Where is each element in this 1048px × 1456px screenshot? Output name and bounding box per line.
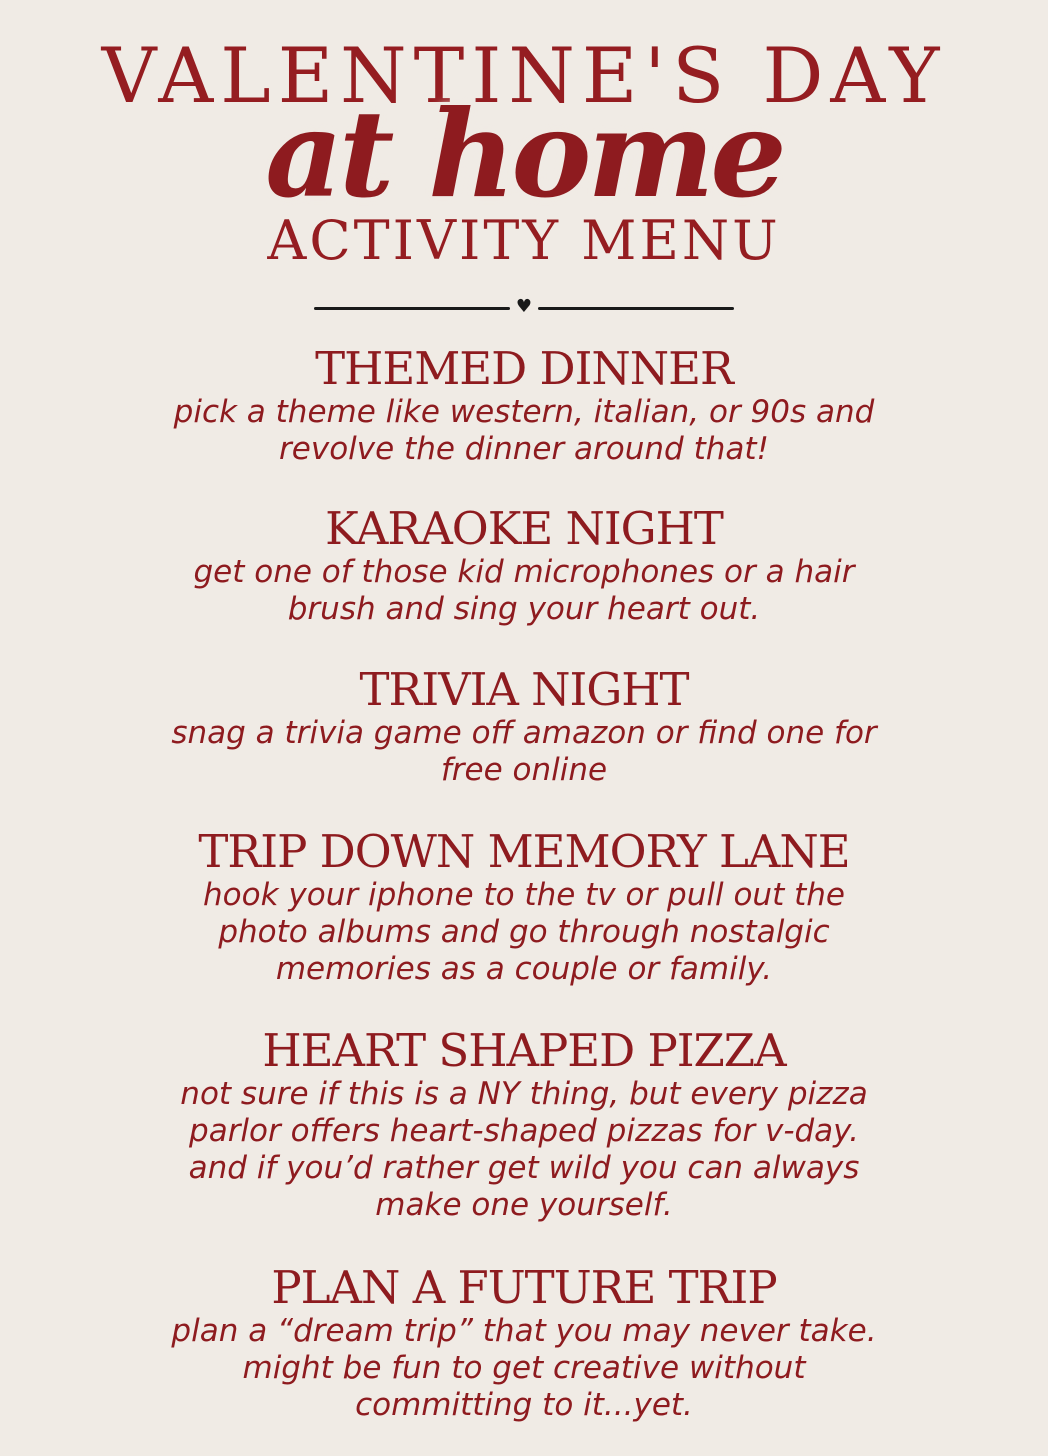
title-at-home: at home [265, 84, 783, 225]
activity-title: PLAN A FUTURE TRIP [271, 1261, 777, 1314]
activity-themed-dinner [100, 342, 948, 468]
activity-description: hook your iphone to the tv or pull out the photo albums and go through nostalgic memories as a couple or family. [203, 877, 845, 988]
activity-title: THEMED DINNER [315, 342, 733, 395]
activity-heart-shaped-pizza [100, 1024, 948, 1224]
activity-title: TRIVIA NIGHT [359, 663, 689, 716]
activity-title: HEART SHAPED PIZZA [262, 1024, 786, 1077]
activity-trip-down-memory-lane [100, 825, 948, 988]
heart-icon: ♥ [515, 296, 533, 317]
divider-line-left [314, 307, 510, 310]
activity-description: not sure if this is a NY thing, but every pizza parlor offers heart-shaped pizzas for v-day. and if you’d rather get wild you can always make one yourself. [180, 1076, 868, 1224]
activity-title: KARAOKE NIGHT [325, 502, 723, 555]
title-valentines-day: VALENTINE'S DAY [101, 31, 947, 120]
activity-karaoke-night [100, 502, 948, 628]
title-activity-menu: ACTIVITY MENU [267, 209, 781, 272]
heart-divider [314, 298, 734, 318]
activity-title: TRIP DOWN MEMORY LANE [198, 825, 850, 878]
activity-description: plan a “dream trip” that you may never take. might be fun to get creative without committing to it...yet. [171, 1313, 877, 1424]
activity-description: get one of those kid microphones or a hair brush and sing your heart out. [193, 554, 855, 628]
activity-description: pick a theme like western, italian, or 90s and revolve the dinner around that! [173, 394, 875, 468]
activity-trivia-night [100, 663, 948, 789]
activity-description: snag a trivia game off amazon or find one for free online [171, 715, 877, 789]
divider-line-right [538, 307, 734, 310]
activity-plan-a-future-trip [100, 1261, 948, 1424]
